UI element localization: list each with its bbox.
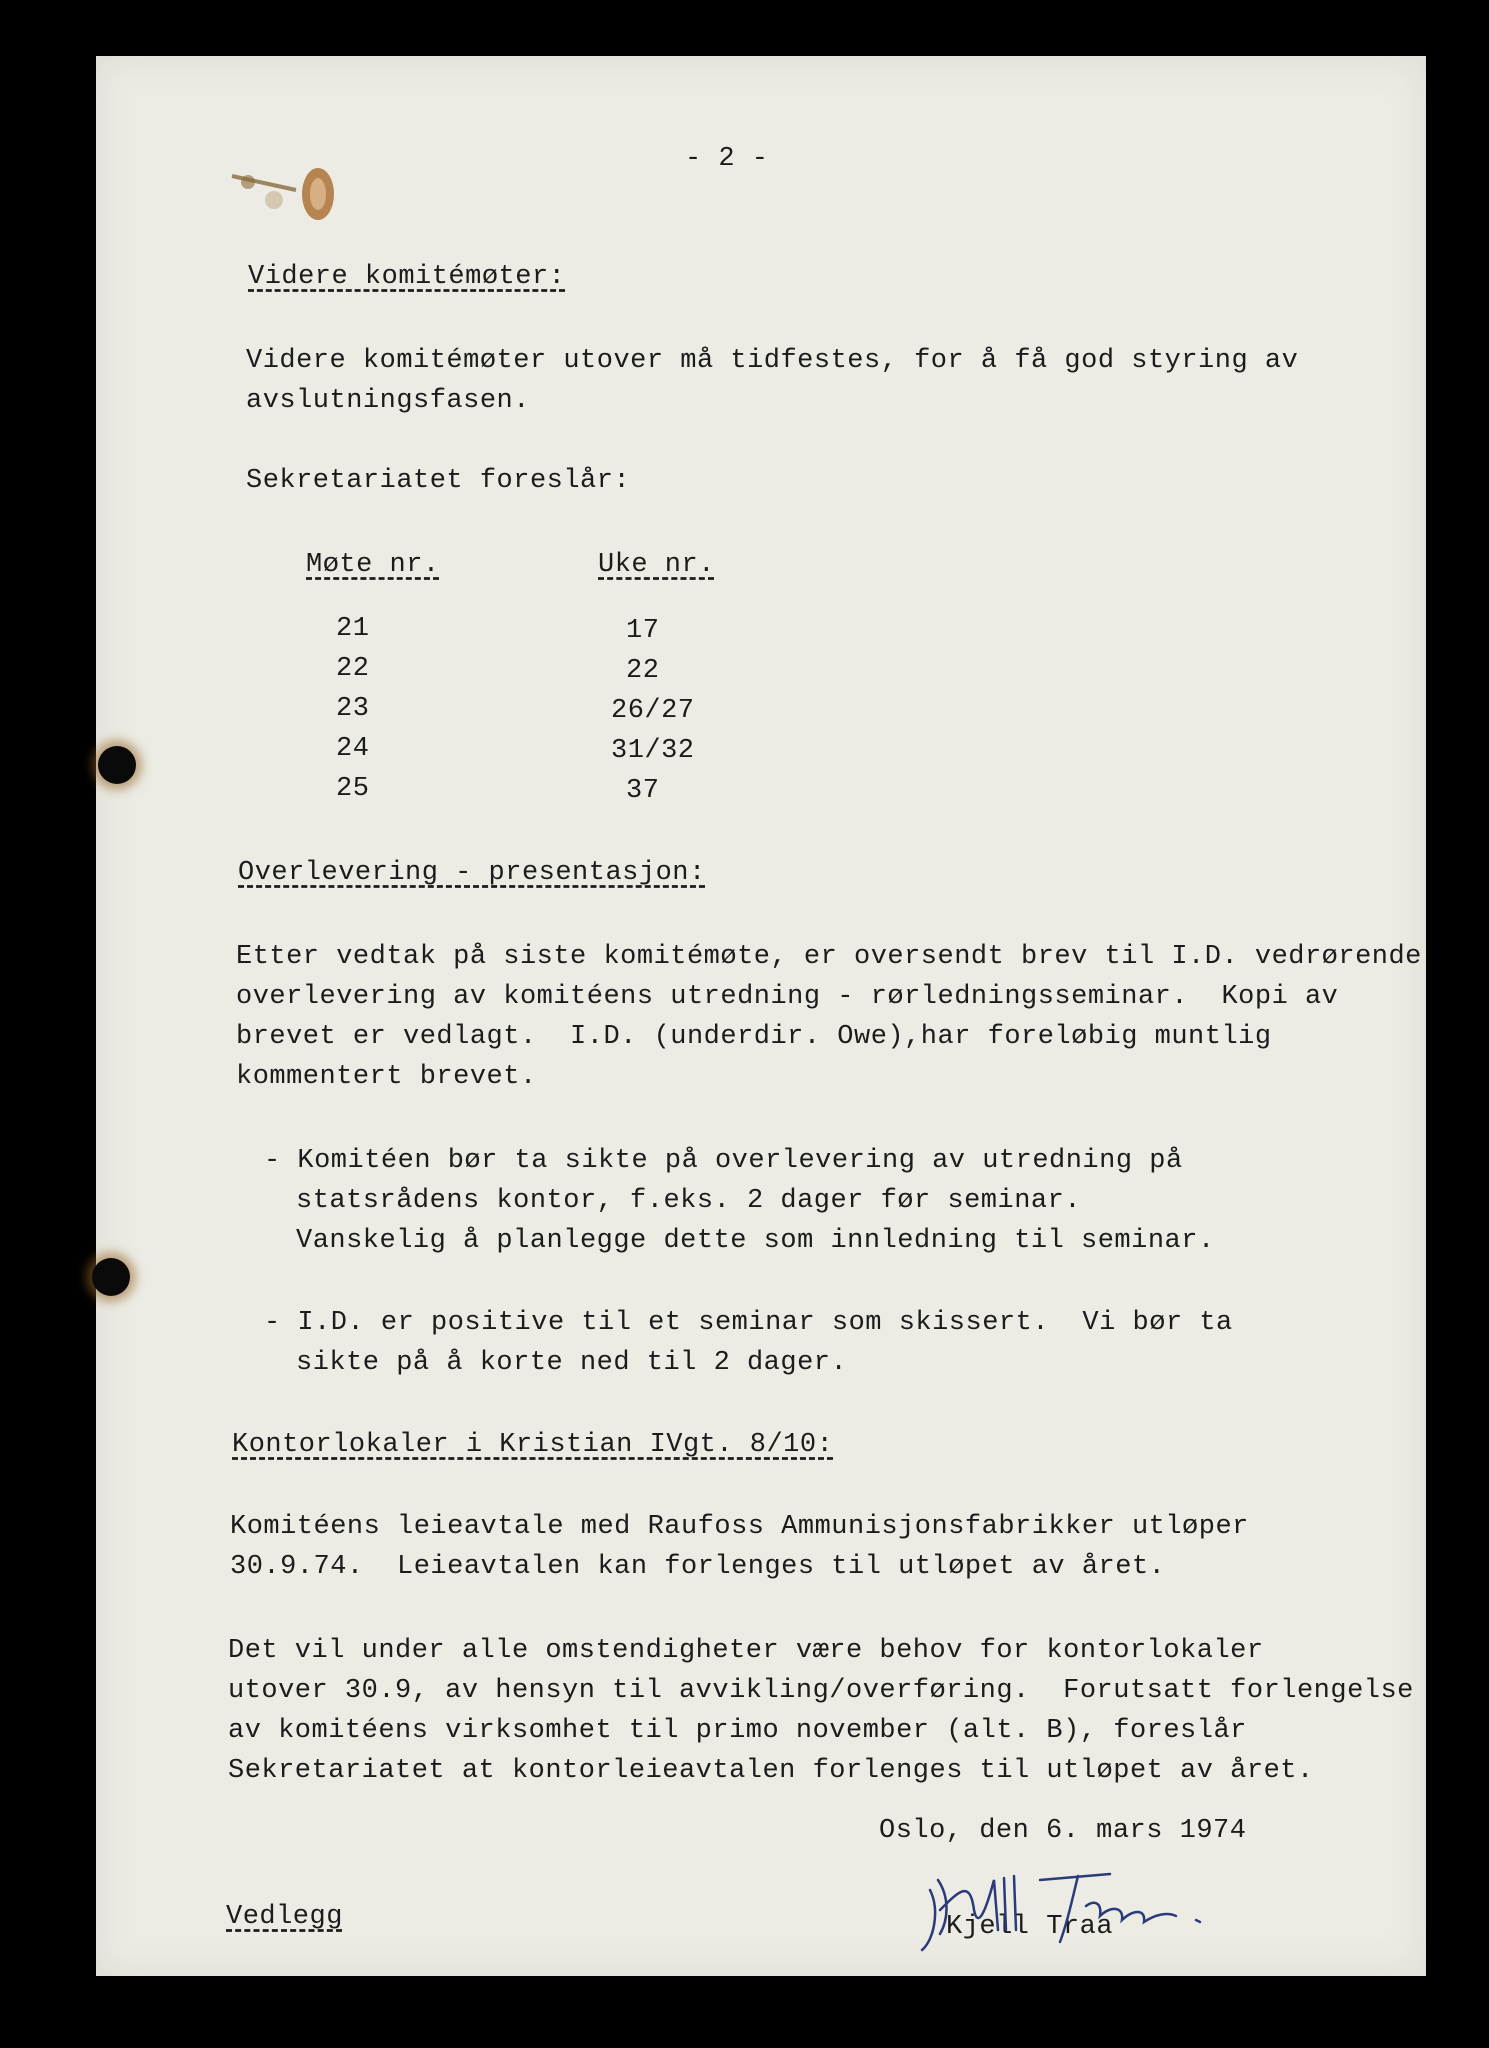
table-cell-week: 26/27 [611, 696, 695, 726]
table-header-week: Uke nr. [598, 550, 715, 580]
paragraph-line: utover 30.9, av hensyn til avvikling/overføring. Forutsatt forlengelse [228, 1676, 1414, 1706]
paragraph-line: brevet er vedlagt. I.D. (underdir. Owe),har foreløbig muntlig [236, 1022, 1272, 1052]
signature-name: Kjell Traa [946, 1912, 1114, 1942]
table-cell-week: 31/32 [611, 736, 695, 766]
section-heading-handover: Overlevering - presentasjon: [238, 858, 706, 888]
place-date: Oslo, den 6. mars 1974 [879, 1816, 1247, 1846]
paragraph-line: Sekretariatet foreslår: [246, 466, 631, 496]
page-number: - 2 - [685, 144, 769, 174]
table-cell-meeting: 21 [336, 614, 370, 644]
bullet-line: statsrådens kontor, f.eks. 2 dager før seminar. [296, 1186, 1082, 1216]
table-cell-meeting: 23 [336, 694, 370, 724]
paragraph-line: Etter vedtak på siste komitémøte, er oversendt brev til I.D. vedrørende [236, 942, 1422, 972]
attachment-label: Vedlegg [226, 1902, 343, 1932]
table-cell-week: 22 [626, 656, 660, 686]
punch-hole-top [98, 746, 136, 784]
table-cell-meeting: 24 [336, 734, 370, 764]
table-cell-week: 37 [626, 776, 660, 806]
paragraph-line: Sekretariatet at kontorleieavtalen forlenges til utløpet av året. [228, 1756, 1314, 1786]
table-cell-meeting: 25 [336, 774, 370, 804]
bullet-line: Vanskelig å planlegge dette som innledning til seminar. [296, 1226, 1215, 1256]
rusty-staple-mark [226, 156, 346, 226]
paragraph-line: kommentert brevet. [236, 1062, 537, 1092]
section-heading-meetings: Videre komitémøter: [248, 262, 566, 292]
bullet-line: sikte på å korte ned til 2 dager. [296, 1348, 848, 1378]
paragraph-line: overlevering av komitéens utredning - rørledningsseminar. Kopi av [236, 982, 1339, 1012]
paragraph-line: avslutningsfasen. [246, 386, 530, 416]
table-header-meeting: Møte nr. [306, 550, 440, 580]
paragraph-line: Komitéens leieavtale med Raufoss Ammunisjonsfabrikker utløper [230, 1512, 1249, 1542]
section-heading-offices: Kontorlokaler i Kristian IVgt. 8/10: [232, 1430, 834, 1460]
punch-hole-bottom [92, 1258, 130, 1296]
table-cell-week: 17 [626, 616, 660, 646]
handwritten-signature [910, 1850, 1230, 1960]
paragraph-line: Videre komitémøter utover må tidfestes, for å få god styring av [246, 346, 1299, 376]
bullet-line: - I.D. er positive til et seminar som skissert. Vi bør ta [264, 1308, 1233, 1338]
paragraph-line: 30.9.74. Leieavtalen kan forlenges til utløpet av året. [230, 1552, 1166, 1582]
paragraph-line: av komitéens virksomhet til primo november (alt. B), foreslår [228, 1716, 1247, 1746]
table-cell-meeting: 22 [336, 654, 370, 684]
bullet-line: - Komitéen bør ta sikte på overlevering av utredning på [264, 1146, 1183, 1176]
document-page [96, 56, 1426, 1976]
paragraph-line: Det vil under alle omstendigheter være behov for kontorlokaler [228, 1636, 1264, 1666]
